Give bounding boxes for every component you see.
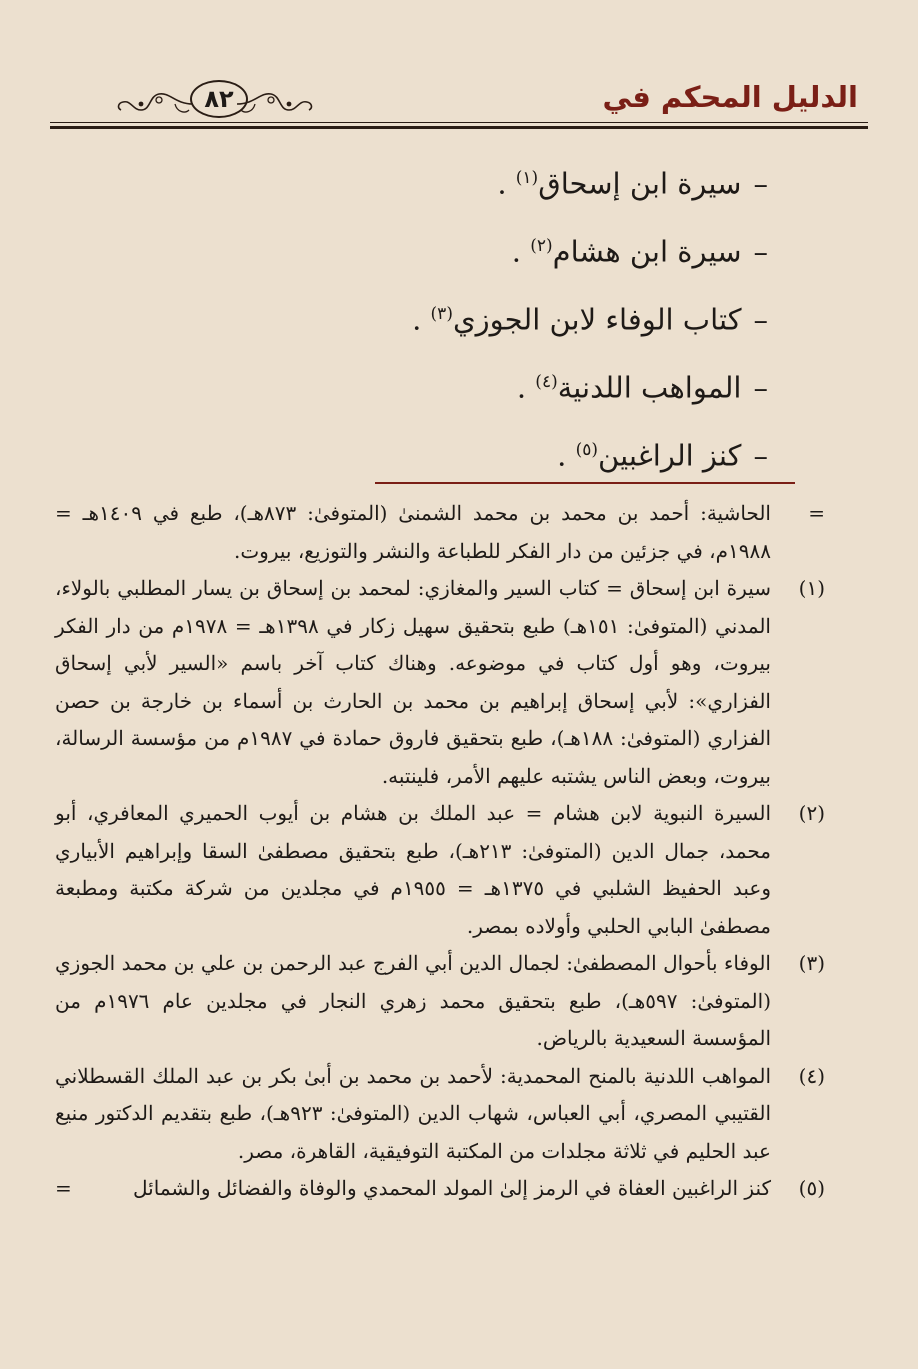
item-text: كتاب الوفاء لابن الجوزي <box>452 302 742 337</box>
footnote-ref: (٥) <box>575 440 599 460</box>
footnote-text: كنز الراغبين العفاة في الرمز إلىٰ المولد المحمدي والوفاة والفضائل والشمائل <box>133 1176 771 1200</box>
list-item <box>228 422 768 490</box>
footnote-ref: (٢) <box>530 236 553 256</box>
item-text: كنز الراغبين <box>598 438 742 473</box>
item-end: . <box>412 302 422 337</box>
footnote-text: الوفاء بأحوال المصطفىٰ: لجمال الدين أبي الفرج عبد الرحمن بن علي بن محمد الجوزي (المتوفىٰ: ٥٩٧هـ)، طبع بتحقيق محمد زهري النجار في مجلدين عام ١٩٧٦م من المؤسسة السعيدية بالرياض. <box>55 951 771 1050</box>
footnote-ref: (١) <box>515 168 539 188</box>
footnote-marker: (٤) <box>798 1063 825 1088</box>
footnote-text: الحاشية: أحمد بن محمد بن محمد الشمنىٰ (المتوفىٰ: ٨٧٣هـ)، طبع في ١٤٠٩هـ = ١٩٨٨م، في جزئين من دار الفكر للطباعة والنشر والتوزيع، بيروت. <box>55 501 771 563</box>
header-rule-thick <box>50 126 868 129</box>
footnote-separator <box>375 482 795 484</box>
footnote-text: سيرة ابن إسحاق = كتاب السير والمغازي: لمحمد بن إسحاق بن يسار المطلبي بالولاء، المدني (المتوفىٰ: ١٥١هـ) طبع بتحقيق سهيل زكار في ١٣٩٨هـ = ١٩٧٨م من دار الفكر بيروت، وهو أول كتاب في موضوعه. وهناك كتاب آخر باسم «السير لأبي إسحاق الفزاري»: لأبي إسحاق إبراهيم بن محمد بن الحارث بن أسماء بن خارجة بن حصن الفزاري (المتوفىٰ: ١٨٨هـ)، طبع بتحقيق فاروق حمادة في ١٩٨٧م من مؤسسة الرسالة، بيروت، وبعض الناس يشتبه عليهم الأمر، فلينتبه. <box>55 576 771 788</box>
list-item <box>228 354 768 422</box>
list-item <box>228 218 768 286</box>
footnote-marker: (٢) <box>798 801 825 825</box>
footnote-marker: = <box>808 501 825 525</box>
item-end: . <box>511 234 522 269</box>
bullet-dash: – <box>753 234 768 269</box>
footnote <box>55 945 823 1058</box>
bullet-dash: – <box>753 438 768 473</box>
running-title: الدليل المحكم في <box>602 80 858 114</box>
bullet-dash: – <box>753 370 768 405</box>
list-item <box>228 150 768 218</box>
footnote-ref: (٣) <box>430 304 453 324</box>
page-number-ornament <box>115 78 315 118</box>
bullet-dash: – <box>753 302 768 337</box>
footnote-ref: (٤) <box>535 372 558 392</box>
footnote-marker: (١) <box>798 576 825 600</box>
item-end: . <box>557 438 567 473</box>
item-text: سيرة ابن إسحاق <box>538 166 742 201</box>
page-header <box>50 70 868 130</box>
bullet-dash: – <box>753 166 768 201</box>
page-number: ٨٢ <box>190 80 248 118</box>
footnote-marker: (٣) <box>798 951 825 975</box>
footnote <box>55 1170 823 1208</box>
footnote-marker: (٥) <box>798 1176 825 1200</box>
continuation-mark: = <box>55 1176 72 1200</box>
header-rule <box>50 122 868 123</box>
list-item <box>228 286 768 354</box>
item-end: . <box>516 370 527 405</box>
footnote <box>55 1058 823 1171</box>
flourish-left-icon <box>115 86 195 122</box>
item-end: . <box>497 166 507 201</box>
footnote <box>55 570 823 795</box>
footnotes <box>55 495 823 1208</box>
item-text: المواهب اللدنية <box>557 370 742 405</box>
footnote-text: المواهب اللدنية بالمنح المحمدية: لأحمد بن محمد بن أبىٰ بكر بن عبد الملك القسطلاني القتيبي المصري، أبي العباس، شهاب الدين (المتوفىٰ: ٩٢٣هـ)، طبع بتقديم الدكتور منيع عبد الحليم في ثلاثة مجلدات من المكتبة التوفيقية، القاهرة، مصر. <box>55 1063 771 1163</box>
footnote <box>55 495 823 570</box>
footnote <box>55 795 823 945</box>
item-text: سيرة ابن هشام <box>552 234 742 269</box>
flourish-right-icon <box>235 86 315 122</box>
source-list <box>228 150 768 490</box>
footnote-text: السيرة النبوية لابن هشام = عبد الملك بن هشام بن أيوب الحميري المعافري، أبو محمد، جمال الدين (المتوفىٰ: ٢١٣هـ)، طبع بتحقيق مصطفىٰ السقا وإبراهيم الأبياري وعبد الحفيظ الشلبي في ١٣٧٥هـ = ١٩٥٥م في مجلدين من شركة مكتبة ومطبعة مصطفىٰ البابي الحلبي وأولاده بمصر. <box>55 801 771 938</box>
